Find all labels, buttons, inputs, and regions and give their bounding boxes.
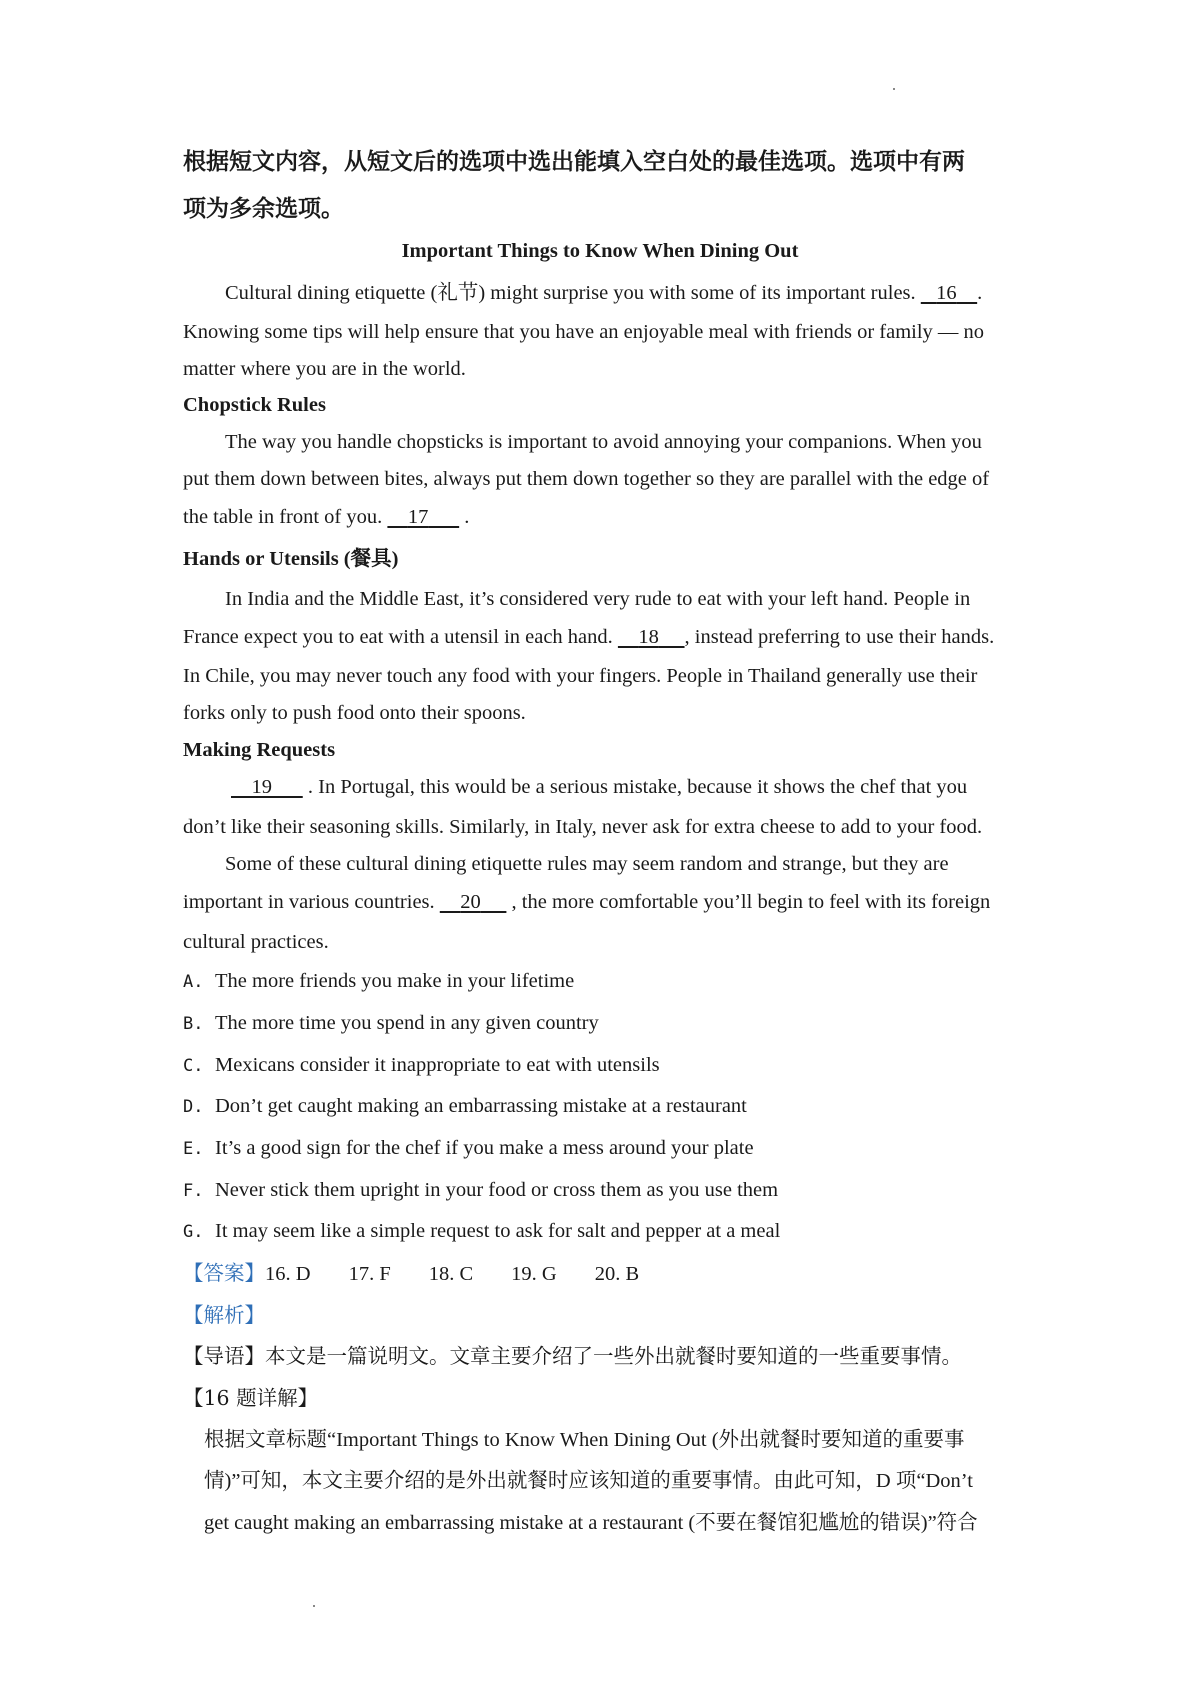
paragraph-text: France expect you to eat with a utensil in each hand. [183, 626, 618, 648]
section-heading-making-requests: Making Requests [183, 739, 336, 761]
paragraph-4-line-1 [231, 773, 967, 801]
answer-tag: 【答案】 [183, 1261, 265, 1285]
paragraph-2-line-1: The way you handle chopsticks is important to avoid annoying your companions. When you [225, 431, 982, 453]
option-text: It’s a good sign for the chef if you make a mess around your plate [215, 1137, 754, 1159]
punctuation: . [459, 506, 470, 528]
option-text: Don’t get caught making an embarrassing mistake at a restaurant [215, 1095, 747, 1117]
blank-19 [231, 773, 303, 801]
paragraph-2-line-3 [183, 503, 469, 531]
article-title: Important Things to Know When Dining Out [401, 240, 799, 262]
answer-line [183, 1259, 677, 1288]
option-c [183, 1051, 660, 1080]
option-text: It may seem like a simple request to ask for salt and pepper at a meal [215, 1220, 781, 1242]
answer-item: 18. C [428, 1263, 474, 1285]
blank-number: 17 [407, 506, 429, 528]
section-heading-hands-or-utensils: Hands or Utensils (餐具) [183, 548, 399, 570]
paragraph-text: . In Portugal, this would be a serious mistake, because it shows the chef that you [302, 776, 968, 798]
answer-item: 16. D [265, 1263, 311, 1285]
paragraph-1-line-3: matter where you are in the world. [183, 358, 466, 380]
option-letter: G. [183, 1222, 204, 1242]
scan-speck [313, 1605, 315, 1607]
paragraph-1-line-2: Knowing some tips will help ensure that you have an enjoyable meal with friends or family — no [183, 321, 985, 343]
blank-18 [618, 623, 685, 651]
blank-16 [921, 279, 977, 307]
paragraph-text: , instead preferring to use their hands. [684, 626, 995, 648]
paragraph-5-line-2 [183, 888, 990, 916]
option-text: Mexicans consider it inappropriate to eat with utensils [215, 1054, 660, 1076]
blank-20 [440, 888, 507, 916]
paragraph-5-line-1: Some of these cultural dining etiquette rules may seem random and strange, but they are [225, 853, 949, 875]
paragraph-text: , the more comfortable you’ll begin to feel with its foreign [506, 891, 991, 913]
option-g [183, 1217, 780, 1246]
option-text: The more time you spend in any given country [215, 1012, 599, 1034]
instruction-line-2: 项为多余选项。 [183, 196, 344, 222]
analysis-intro: 【导语】本文是一篇说明文。文章主要介绍了一些外出就餐时要知道的一些重要事情。 [183, 1344, 962, 1368]
punctuation: . [977, 282, 983, 304]
option-d [183, 1092, 747, 1121]
option-letter: A. [183, 972, 204, 992]
paragraph-3-line-4: forks only to push food onto their spoons. [183, 702, 526, 724]
blank-number: 19 [251, 776, 272, 798]
paragraph-3-line-1: In India and the Middle East, it’s considered very rude to eat with your left hand. People in [225, 588, 971, 610]
answer-item: 17. F [348, 1263, 391, 1285]
scan-speck [893, 88, 895, 90]
paragraph-5-line-3: cultural practices. [183, 931, 329, 953]
paragraph-text: important in various countries. [183, 891, 440, 913]
paragraph-4-line-2: don’t like their seasoning skills. Similarly, in Italy, never ask for extra cheese to add to your food. [183, 816, 983, 838]
blank-17 [387, 503, 459, 531]
option-text: Never stick them upright in your food or cross them as you use them [215, 1179, 779, 1201]
analysis-tag: 【解析】 [183, 1303, 265, 1327]
paragraph-text: the table in front of you. [183, 506, 388, 528]
option-e [183, 1134, 754, 1163]
question-16-explanation-line-1: 根据文章标题“Important Things to Know When Dining Out (外出就餐时要知道的重要事 [204, 1429, 965, 1451]
option-letter: B. [183, 1014, 204, 1034]
option-letter: E. [183, 1139, 204, 1159]
paragraph-3-line-3: In Chile, you may never touch any food with your fingers. People in Thailand generally use their [183, 665, 978, 687]
section-heading-chopstick-rules: Chopstick Rules [183, 394, 326, 416]
question-16-explanation-line-2: 情)”可知，本文主要介绍的是外出就餐时应该知道的重要事情。由此可知，D 项“Don’t [204, 1470, 973, 1492]
option-f [183, 1176, 778, 1205]
question-16-explanation-line-3: get caught making an embarrassing mistake at a restaurant (不要在餐馆犯尴尬的错误)”符合 [204, 1512, 978, 1534]
blank-number: 20 [460, 891, 481, 913]
paragraph-2-line-2: put them down between bites, always put them down together so they are parallel with the edge of [183, 468, 990, 490]
option-letter: C. [183, 1056, 204, 1076]
answer-item: 20. B [594, 1263, 640, 1285]
paragraph-3-line-2 [183, 623, 994, 651]
answer-item: 19. G [511, 1263, 557, 1285]
question-16-heading: 【16 题详解】 [183, 1386, 319, 1410]
paragraph-1-line-1 [225, 279, 982, 307]
option-b [183, 1009, 599, 1038]
option-letter: D. [183, 1097, 204, 1117]
option-letter: F. [183, 1181, 204, 1201]
paragraph-text: Cultural dining etiquette (礼节) might surprise you with some of its important rules. [225, 282, 921, 304]
blank-number: 18 [638, 626, 659, 648]
option-text: The more friends you make in your lifetime [215, 970, 575, 992]
option-a [183, 967, 574, 996]
blank-number: 16 [936, 282, 957, 304]
instruction-line-1: 根据短文内容，从短文后的选项中选出能填入空白处的最佳选项。选项中有两 [183, 149, 965, 175]
